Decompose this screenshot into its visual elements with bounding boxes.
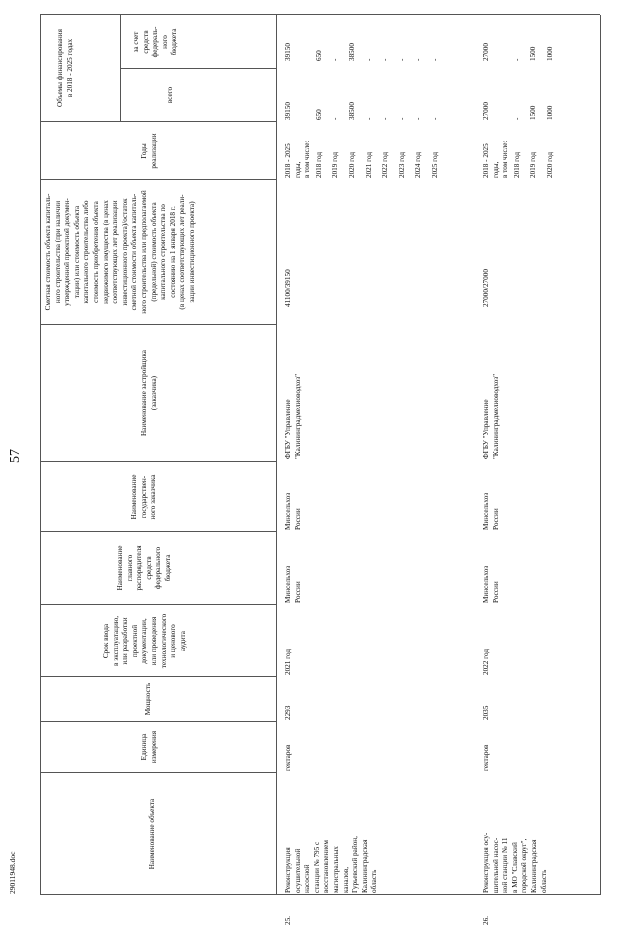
header-bottom-border (276, 15, 277, 895)
federal-item: 27000 (482, 43, 490, 61)
unit-cell: гектаров (284, 744, 292, 771)
customer-state-cell: Минсельхоз России (482, 492, 500, 530)
federal-item: 650 (314, 50, 323, 61)
developer-cell: ФГБУ "Управление "Калининградмелиоводхоз" (284, 373, 302, 459)
federal-list (284, 17, 441, 61)
years-item: 2019 год (331, 152, 340, 178)
federal-item: - (430, 58, 439, 61)
row-number: 26. (482, 916, 490, 925)
years-item: 2020 год (545, 152, 554, 178)
cost-cell: 41100/39150 (284, 269, 292, 307)
col-divider (120, 68, 276, 69)
total-item: 38500 (347, 102, 356, 120)
total-list (284, 70, 441, 120)
table-left-border (40, 894, 600, 895)
header-federal: за счет средств федераль- ного бюджета (132, 26, 179, 58)
years-item: 2021 год (364, 152, 373, 178)
col-divider (40, 531, 276, 532)
federal-item: - (364, 58, 373, 61)
years-item: 2024 год (414, 152, 423, 178)
years-item: 2018 - 2025 годы, в том числе: (482, 140, 510, 178)
header-term: Срок ввода в эксплуатацию, или разработки проектной документации, или проведения технологического и ценового аудита (102, 613, 187, 669)
distributor-cell: Минсельхоз России (482, 565, 500, 603)
total-item: - (414, 117, 423, 120)
page-number: 57 (8, 449, 23, 463)
developer-cell: ФГБУ "Управление "Калининградмелиоводхоз" (482, 373, 500, 459)
header-distributor: Наименование главного распорядителя средств федерального бюджета (116, 545, 172, 591)
federal-list (482, 17, 556, 61)
federal-item: 1500 (529, 46, 538, 61)
power-cell: 2035 (482, 705, 490, 720)
federal-item: - (414, 58, 423, 61)
federal-item: - (381, 58, 390, 61)
cost-cell: 27000/27000 (482, 269, 490, 307)
years-item: 2018 год (314, 152, 323, 178)
term-cell: 2022 год (482, 649, 490, 675)
total-item: 1500 (529, 105, 538, 120)
federal-item: 1000 (545, 46, 554, 61)
table-right-border (40, 14, 600, 15)
col-divider (40, 461, 276, 462)
federal-item: 39150 (284, 43, 292, 61)
power-cell: 2293 (284, 705, 292, 720)
object-name-cell: Реконструкция осу- шительной насос- ной станции № 11 в МО "Славский городской округ", Калининградская область (482, 832, 548, 893)
years-item: 2019 год (529, 152, 538, 178)
object-name-cell: Реконструкция осушительной насосной станции № 795 с восстановлением магистральных каналов, Гурьевский район, Калининградская область (284, 836, 379, 893)
header-customer-state: Наименование государствен- ного заказчика (130, 474, 158, 520)
col-divider (40, 604, 276, 605)
header-years: Годы реализации (140, 133, 158, 169)
years-list (284, 124, 441, 178)
total-item: - (397, 117, 406, 120)
years-item: 2018 год (512, 152, 521, 178)
header-object-name: Наименование объекта (148, 798, 156, 870)
row-number: 25. (284, 916, 292, 925)
header-power: Мощность (144, 682, 152, 716)
years-item: 2025 год (430, 152, 439, 178)
term-cell: 2021 год (284, 649, 292, 675)
footer-document-id: 29011948.doc (8, 851, 17, 894)
total-item: 650 (314, 109, 323, 120)
header-cost: Сметная стоимость объекта капиталь- ного строительства (при наличии утвержденной проектной докумен- тации) или стоимость объекта капитального строительства либо стоимость приобретения объекта недвижимого имущества (в ценах соответствующих лет реализации инвестиционного проекта)/остаток сметной стоимости объекта капиталь- ного строительства или предполагаемой (предельной) стоимость объекта капитального строительства по состоянию на 1 января 2018 г. (в ценах соответствующих лет реали- зации инвестиционного проекта) (44, 190, 196, 314)
col-divider (40, 772, 276, 773)
federal-item: - (331, 58, 340, 61)
total-item: 27000 (482, 102, 490, 120)
federal-item: - (397, 58, 406, 61)
total-list (482, 70, 556, 120)
total-item: - (381, 117, 390, 120)
total-item: - (364, 117, 373, 120)
federal-item: 38500 (347, 43, 356, 61)
col-divider (40, 676, 276, 677)
header-funding: Объемы финансирования в 2018 - 2025 годах (56, 29, 74, 107)
total-item: 1000 (545, 105, 554, 120)
unit-cell: гектаров (482, 744, 490, 771)
years-item: 2023 год (397, 152, 406, 178)
years-list (482, 124, 556, 178)
col-divider (40, 179, 276, 180)
distributor-cell: Минсельхоз России (284, 565, 302, 603)
years-item: 2018 - 2025 годы, в том числе: (284, 140, 312, 178)
customer-state-cell: Минсельхоз России (284, 492, 302, 530)
header-total: всего (166, 86, 174, 104)
years-item: 2020 год (347, 152, 356, 178)
col-divider (40, 324, 276, 325)
total-item: - (331, 117, 340, 120)
header-developer: Наименование застройщика (заказчика) (140, 350, 158, 437)
total-item: - (512, 117, 521, 120)
col-divider (40, 721, 276, 722)
table-top-border (40, 15, 41, 895)
total-item: 39150 (284, 102, 292, 120)
table-bottom-border (600, 15, 601, 895)
years-item: 2022 год (381, 152, 390, 178)
col-divider (40, 121, 276, 122)
federal-item: - (512, 58, 521, 61)
header-unit: Единица измерения (140, 730, 158, 764)
total-item: - (430, 117, 439, 120)
